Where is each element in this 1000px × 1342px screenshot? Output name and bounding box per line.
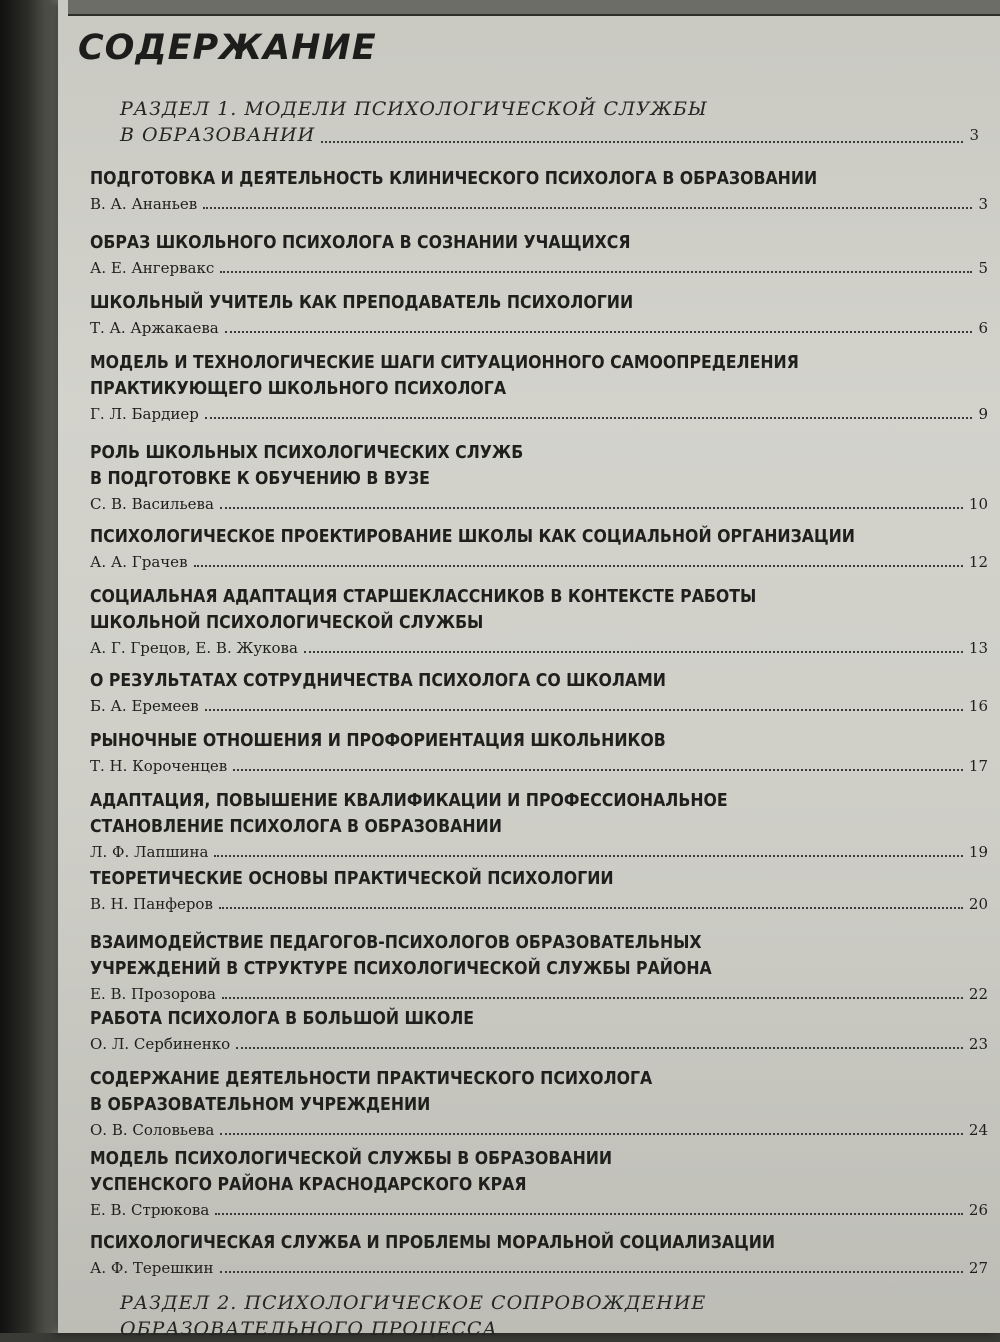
- entry-page-number: 24: [968, 1121, 988, 1139]
- dot-leader: [214, 855, 963, 857]
- entry-author-line: [90, 696, 988, 716]
- entry-author: А. Г. Грецов, Е. В. Жукова: [90, 639, 298, 657]
- entry-page-number: 19: [968, 843, 988, 861]
- entry-title: МОДЕЛЬ ПСИХОЛОГИЧЕСКОЙ СЛУЖБЫ В ОБРАЗОВАНИИ: [90, 1149, 613, 1169]
- entry-page-number: 23: [968, 1035, 988, 1053]
- toc-entry: [90, 866, 988, 914]
- toc-entry: [90, 584, 988, 658]
- dot-leader: [220, 1271, 963, 1273]
- dot-leader: [220, 271, 972, 273]
- dot-leader: [203, 207, 972, 209]
- entry-author: Т. Н. Короченцев: [90, 757, 228, 775]
- entry-title-continued: ШКОЛЬНОЙ ПСИХОЛОГИЧЕСКОЙ СЛУЖБЫ: [90, 613, 484, 633]
- entry-author: С. В. Васильева: [90, 495, 214, 513]
- section-1-line-2: В ОБРАЗОВАНИИ: [120, 124, 316, 146]
- section-1-heading: [120, 96, 980, 148]
- entry-title: ШКОЛЬНЫЙ УЧИТЕЛЬ КАК ПРЕПОДАВАТЕЛЬ ПСИХОЛОГИИ: [90, 293, 634, 313]
- entry-author-line: [90, 404, 988, 424]
- entry-author: В. А. Ананьев: [90, 195, 198, 213]
- entry-title-continued: ПРАКТИКУЮЩЕГО ШКОЛЬНОГО ПСИХОЛОГА: [90, 379, 507, 399]
- toc-entry: [90, 1146, 988, 1220]
- entry-author: Л. Ф. Лапшина: [90, 843, 209, 861]
- dot-leader: [215, 1213, 963, 1215]
- entry-author-line: [90, 494, 988, 514]
- entry-author-line: [90, 552, 988, 572]
- entry-title: СОДЕРЖАНИЕ ДЕЯТЕЛЬНОСТИ ПРАКТИЧЕСКОГО ПСИХОЛОГА: [90, 1069, 653, 1089]
- entry-author-line: [90, 894, 988, 914]
- entry-title: ПОДГОТОВКА И ДЕЯТЕЛЬНОСТЬ КЛИНИЧЕСКОГО ПСИХОЛОГА В ОБРАЗОВАНИИ: [90, 169, 818, 189]
- toc-entry: [90, 668, 988, 716]
- entry-title-continued: УСПЕНСКОГО РАЙОНА КРАСНОДАРСКОГО КРАЯ: [90, 1175, 527, 1195]
- section-2-line-2: ОБРАЗОВАТЕЛЬНОГО ПРОЦЕССА: [120, 1318, 498, 1340]
- entry-title: СОЦИАЛЬНАЯ АДАПТАЦИЯ СТАРШЕКЛАССНИКОВ В КОНТЕКСТЕ РАБОТЫ: [90, 587, 757, 607]
- entry-author-line: [90, 194, 988, 214]
- entry-page-number: 9: [978, 405, 988, 423]
- entry-author: Б. А. Еремеев: [90, 697, 199, 715]
- entry-title: РАБОТА ПСИХОЛОГА В БОЛЬШОЙ ШКОЛЕ: [90, 1009, 475, 1029]
- entry-title: АДАПТАЦИЯ, ПОВЫШЕНИЕ КВАЛИФИКАЦИИ И ПРОФЕССИОНАЛЬНОЕ: [90, 791, 728, 811]
- dot-leader: [205, 417, 973, 419]
- entry-page-number: 20: [968, 895, 988, 913]
- toc-entry: [90, 728, 988, 776]
- entry-author-line: [90, 1200, 988, 1220]
- entry-author-line: [90, 318, 988, 338]
- dot-leader: [321, 141, 963, 143]
- toc-entry: [90, 930, 988, 1004]
- entry-title: РЫНОЧНЫЕ ОТНОШЕНИЯ И ПРОФОРИЕНТАЦИЯ ШКОЛЬНИКОВ: [90, 731, 666, 751]
- entry-page-number: 17: [968, 757, 988, 775]
- entry-author: А. А. Грачев: [90, 553, 188, 571]
- entry-author: Т. А. Аржакаева: [90, 319, 219, 337]
- entry-author: Е. В. Прозорова: [90, 985, 216, 1003]
- entry-author: Е. В. Стрюкова: [90, 1201, 210, 1219]
- dot-leader: [233, 769, 963, 771]
- toc-entry: [90, 230, 988, 278]
- toc-entry: [90, 1006, 988, 1054]
- dot-leader: [222, 997, 963, 999]
- entry-title-continued: УЧРЕЖДЕНИЙ В СТРУКТУРЕ ПСИХОЛОГИЧЕСКОЙ СЛУЖБЫ РАЙОНА: [90, 959, 712, 979]
- entry-author: А. Ф. Терешкин: [90, 1259, 214, 1277]
- dot-leader: [236, 1047, 963, 1049]
- entry-page-number: 3: [978, 195, 988, 213]
- entry-author-line: [90, 1034, 988, 1054]
- entry-page-number: 6: [978, 319, 988, 337]
- entry-title: МОДЕЛЬ И ТЕХНОЛОГИЧЕСКИЕ ШАГИ СИТУАЦИОННОГО САМООПРЕДЕЛЕНИЯ: [90, 353, 799, 373]
- top-band: [68, 0, 1000, 16]
- entry-title: ПСИХОЛОГИЧЕСКАЯ СЛУЖБА И ПРОБЛЕМЫ МОРАЛЬНОЙ СОЦИАЛИЗАЦИИ: [90, 1233, 776, 1253]
- toc-entry: [90, 524, 988, 572]
- dot-leader: [219, 907, 963, 909]
- entry-page-number: 13: [968, 639, 988, 657]
- entry-page-number: 22: [968, 985, 988, 1003]
- entry-author: О. В. Соловьева: [90, 1121, 215, 1139]
- dot-leader: [194, 565, 963, 567]
- entry-author: О. Л. Сербиненко: [90, 1035, 231, 1053]
- toc-entry: [90, 440, 988, 514]
- toc-entry: [90, 166, 988, 214]
- toc-entry: [90, 350, 988, 424]
- entry-author-line: [90, 638, 988, 658]
- toc-entry: [90, 1066, 988, 1140]
- entry-title: ВЗАИМОДЕЙСТВИЕ ПЕДАГОГОВ-ПСИХОЛОГОВ ОБРАЗОВАТЕЛЬНЫХ: [90, 933, 702, 953]
- toc-entry: [90, 290, 988, 338]
- entry-title: ПСИХОЛОГИЧЕСКОЕ ПРОЕКТИРОВАНИЕ ШКОЛЫ КАК СОЦИАЛЬНОЙ ОРГАНИЗАЦИИ: [90, 527, 855, 547]
- entry-author-line: [90, 842, 988, 862]
- entry-page-number: 10: [968, 495, 988, 513]
- page-title: СОДЕРЖАНИЕ: [78, 28, 377, 68]
- entry-page-number: 16: [968, 697, 988, 715]
- entry-author: Г. Л. Бардиер: [90, 405, 199, 423]
- entry-author-line: [90, 1258, 988, 1278]
- entry-title-continued: СТАНОВЛЕНИЕ ПСИХОЛОГА В ОБРАЗОВАНИИ: [90, 817, 502, 837]
- entry-author: В. Н. Панферов: [90, 895, 213, 913]
- section-1-page: 3: [969, 126, 980, 144]
- section-1-line-1: РАЗДЕЛ 1. МОДЕЛИ ПСИХОЛОГИЧЕСКОЙ СЛУЖБЫ: [120, 98, 708, 120]
- dot-leader: [220, 507, 963, 509]
- entry-title-continued: В ПОДГОТОВКЕ К ОБУЧЕНИЮ В ВУЗЕ: [90, 469, 430, 489]
- entry-page-number: 5: [978, 259, 988, 277]
- entry-author-line: [90, 258, 988, 278]
- dot-leader: [304, 651, 963, 653]
- entry-page-number: 27: [968, 1259, 988, 1277]
- dot-leader: [220, 1133, 963, 1135]
- entry-title-continued: В ОБРАЗОВАТЕЛЬНОМ УЧРЕЖДЕНИИ: [90, 1095, 431, 1115]
- entry-author-line: [90, 756, 988, 776]
- book-left-edge: [0, 0, 62, 1333]
- toc-entry: [90, 1230, 988, 1278]
- entry-title: ТЕОРЕТИЧЕСКИЕ ОСНОВЫ ПРАКТИЧЕСКОЙ ПСИХОЛОГИИ: [90, 869, 614, 889]
- section-2-heading: [120, 1290, 980, 1342]
- dot-leader: [205, 709, 963, 711]
- entry-author: А. Е. Ангервакс: [90, 259, 215, 277]
- entry-author-line: [90, 1120, 988, 1140]
- entry-page-number: 12: [968, 553, 988, 571]
- section-2-line-1: РАЗДЕЛ 2. ПСИХОЛОГИЧЕСКОЕ СОПРОВОЖДЕНИЕ: [120, 1292, 707, 1314]
- entry-title: ОБРАЗ ШКОЛЬНОГО ПСИХОЛОГА В СОЗНАНИИ УЧАЩИХСЯ: [90, 233, 631, 253]
- dot-leader: [225, 331, 973, 333]
- entry-title: О РЕЗУЛЬТАТАХ СОТРУДНИЧЕСТВА ПСИХОЛОГА СО ШКОЛАМИ: [90, 671, 666, 691]
- entry-title: РОЛЬ ШКОЛЬНЫХ ПСИХОЛОГИЧЕСКИХ СЛУЖБ: [90, 443, 524, 463]
- toc-entry: [90, 788, 988, 862]
- entry-page-number: 26: [968, 1201, 988, 1219]
- entry-author-line: [90, 984, 988, 1004]
